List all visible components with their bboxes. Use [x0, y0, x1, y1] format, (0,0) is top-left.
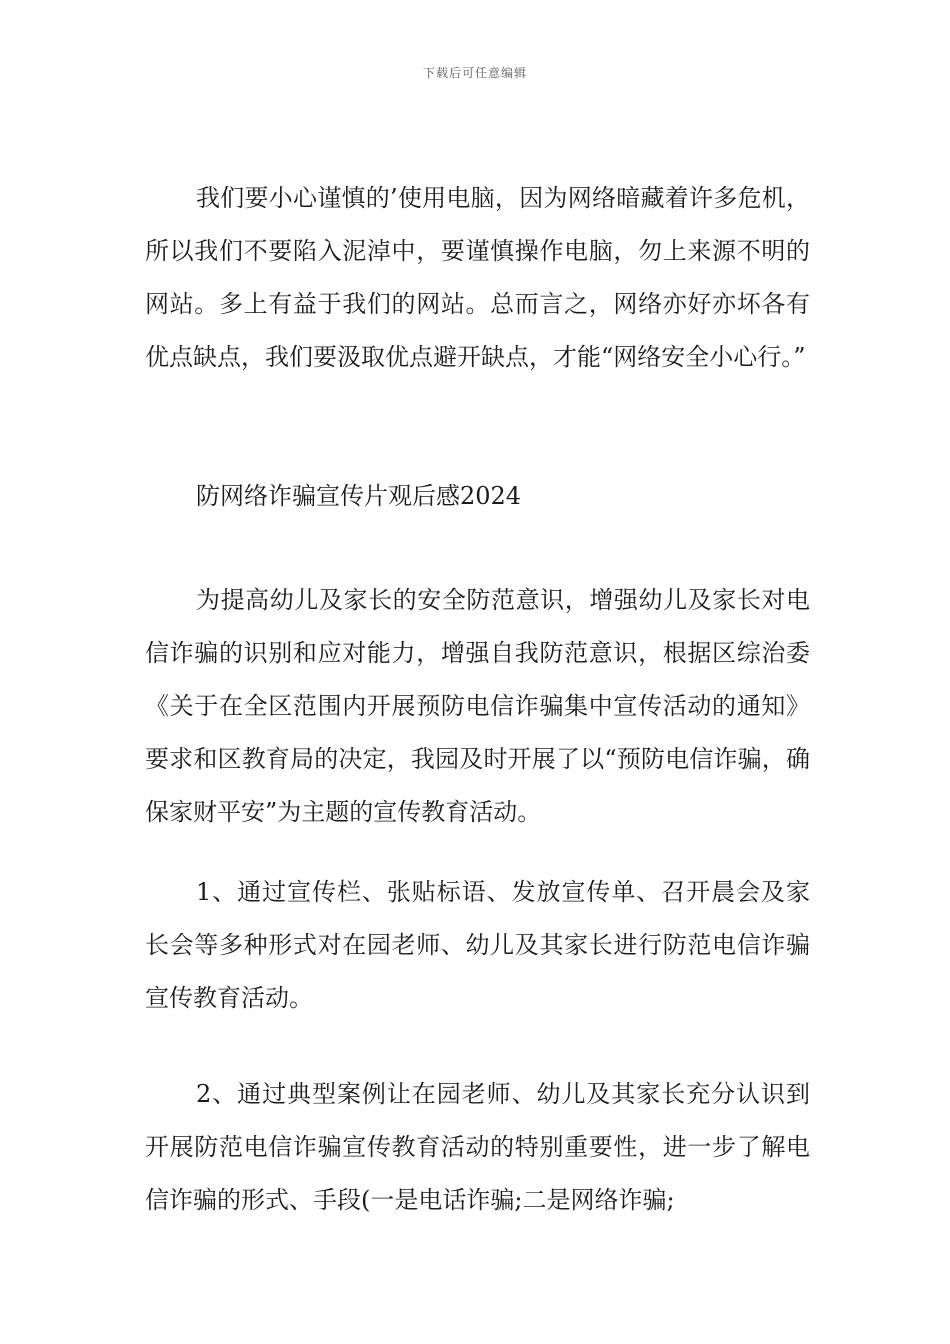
paragraph-item-2: 2、通过典型案例让在园老师、幼儿及其家长充分认识到开展防范电信诈骗宣传教育活动的特别重要性，进一步了解电信诈骗的形式、手段(一是电话诈骗;二是网络诈骗;	[145, 1080, 810, 1214]
header-note: 下载后可任意编辑	[422, 66, 527, 80]
paragraph-intro: 为提高幼儿及家长的安全防范意识，增强幼儿及家长对电信诈骗的识别和应对能力，增强自我防范意识，根据区综治委《关于在全区范围内开展预防电信诈骗集中宣传活动的通知》要求和区教育局的决定，我园及时开展了以“预防电信诈骗，确保家财平安”为主题的宣传教育活动。	[145, 586, 810, 826]
paragraph-item-1: 1、通过宣传栏、张贴标语、发放宣传单、召开晨会及家长会等多种形式对在园老师、幼儿及其家长进行防范电信诈骗宣传教育活动。	[145, 878, 810, 1012]
paragraph-internet-safety: 我们要小心谨慎的’使用电脑，因为网络暗藏着许多危机，所以我们不要陷入泥淖中，要谨慎操作电脑，勿上来源不明的网站。多上有益于我们的网站。总而言之，网络亦好亦坏各有优点缺点，我们要汲取优点避开缺点，才能“网络安全小心行。”	[145, 184, 810, 371]
section-title: 防网络诈骗宣传片观后感2024	[196, 482, 522, 510]
